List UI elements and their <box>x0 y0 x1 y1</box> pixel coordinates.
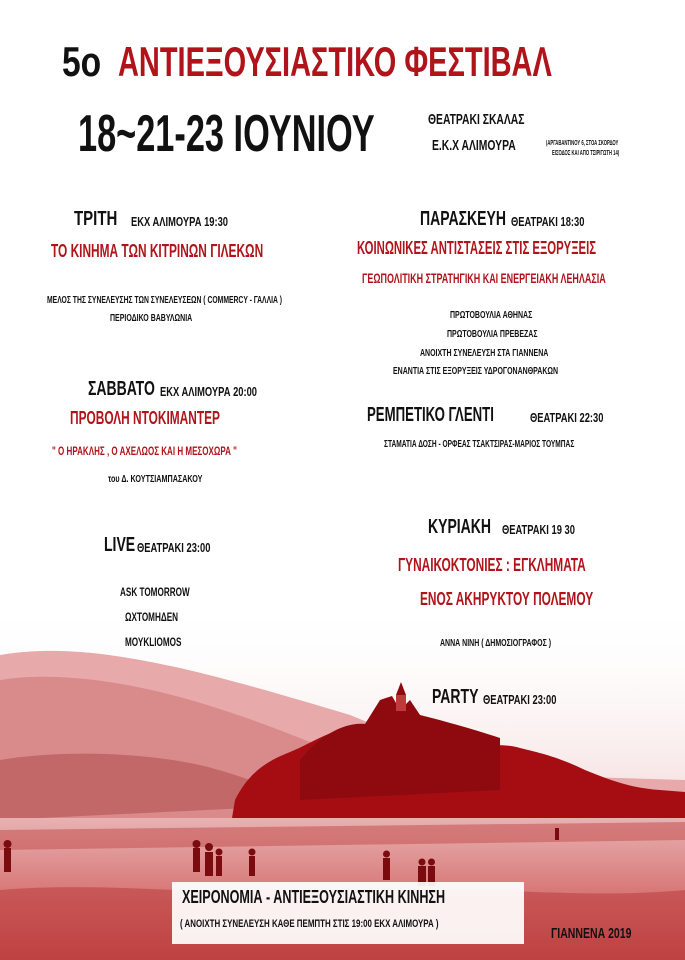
saturday-director: του Δ. ΚΟΥΤΣΙΑΜΠΑΣΑΚΟΥ <box>108 474 203 485</box>
tuesday-detail-2: ΠΕΡΙΟΔΙΚΟ ΒΑΒΥΛΩΝΙΑ <box>110 313 193 324</box>
festival-title: ΑΝΤΙΕΞΟΥΣΙΑΣΤΙΚΟ ΦΕΣΤΙΒΑΛ <box>118 38 552 85</box>
friday-speaker-3: ΑΝΟΙΧΤΗ ΣΥΝΕΛΕΥΣΗ ΣΤΑ ΓΙΑΝΝΕΝΑ <box>420 348 549 359</box>
friday-event: ΚΟΙΝΩΝΙΚΕΣ ΑΝΤΙΣΤΑΣΕΙΣ ΣΤΙΣ ΕΞΟΡΥΞΕΙΣ <box>357 238 597 258</box>
live-heading: LIVE <box>104 534 136 556</box>
venue-address: (ΑΡΓΑΒΑΝΤΙΝΟΥ 6, ΣΤΟΑ ΣΚΟΡΔΟΥ ΕΙΣΟΔΟΣ ΚΑΙ ΑΠΟ ΤΣΙΡΙΓΩΤΗ 14) <box>546 140 620 157</box>
rebetiko-place: ΘΕΑΤΡΑΚΙ 22:30 <box>530 410 604 425</box>
live-place: ΘΕΑΤΡΑΚΙ 23:00 <box>137 540 211 555</box>
rebetiko-heading: ΡΕΜΠΕΤΙΚΟ ΓΛΕΝΤΙ <box>367 404 494 426</box>
sunday-event-line-2: ΕΝΟΣ ΑΚΗΡΥΚΤΟΥ ΠΟΛΕΜΟΥ <box>420 589 594 609</box>
tuesday-detail-1: ΜΕΛΟΣ ΤΗΣ ΣΥΝΕΛΕΥΣΗΣ ΤΩΝ ΣΥΝΕΛΕΥΣΕΩΝ ( COMMERCY - ΓΑΛΛΙΑ ) <box>47 295 283 306</box>
friday-subtitle: ΓΕΩΠΟΛΙΤΙΚΗ ΣΤΡΑΤΗΓΙΚΗ ΚΑΙ ΕΝΕΡΓΕΙΑΚΗ ΛΕΗΛΑΣΙΑ <box>362 270 606 286</box>
saturday-day: ΣΑΒΒΑΤΟ <box>88 378 155 400</box>
friday-place: ΘΕΑΤΡΑΚΙ 18:30 <box>511 214 585 229</box>
friday-day: ΠΑΡΑΣΚΕΥΗ <box>420 208 506 230</box>
sunday-place: ΘΕΑΤΡΑΚΙ 19 30 <box>502 522 575 537</box>
friday-speaker-1: ΠΡΩΤΟΒΟΥΛΙΑ ΑΘΗΝΑΣ <box>450 310 533 321</box>
sunday-day: ΚΥΡΙΑΚΗ <box>428 516 492 538</box>
organizer-name: ΧΕΙΡΟΝΟΜΙΑ - ΑΝΤΙΕΞΟΥΣΙΑΣΤΙΚΗ ΚΙΝΗΣΗ <box>182 887 446 907</box>
saturday-place: ΕΚΧ ΑΛΙΜΟΥΡΑ 20:00 <box>160 384 258 399</box>
sunday-speaker: ΑΝΝΑ ΝΙΝΗ ( ΔΗΜΟΣΙΟΓΡΑΦΟΣ ) <box>440 638 552 649</box>
weekly-assembly-note: ( ΑΝΟΙΧΤΗ ΣΥΝΕΛΕΥΣΗ ΚΑΘΕ ΠΕΜΠΤΗ ΣΤΙΣ 19:00 ΕΚΧ ΑΛΙΜΟΥΡΑ ) <box>180 918 439 930</box>
saturday-event: ΠΡΟΒΟΛΗ ΝΤΟΚΙΜΑΝΤΕΡ <box>70 408 220 428</box>
tuesday-place: ΕΚΧ ΑΛΙΜΟΥΡΑ 19:30 <box>131 214 229 229</box>
tuesday-event: ΤΟ ΚΙΝΗΜΑ ΤΩΝ ΚΙΤΡΙΝΩΝ ΓΙΛΕΚΩΝ <box>51 241 264 261</box>
venue-theatraki: ΘΕΑΤΡΑΚΙ ΣΚΑΛΑΣ <box>428 111 525 128</box>
festival-dates: 18~21-23 ΙΟΥΝΙΟΥ <box>78 105 375 163</box>
live-band-3: ΜΟΥΚLIOMOS <box>125 635 182 649</box>
live-band-2: ΩΧΤΟΜΗΔΕΝ <box>125 610 179 624</box>
venue-alimoura: Ε.Κ.Χ ΑΛΙΜΟΥΡΑ <box>432 137 516 154</box>
tuesday-day: ΤΡΙΤΗ <box>74 208 118 230</box>
sunday-event-line-1: ΓΥΝΑΙΚΟΚΤΟΝΙΕΣ : ΕΓΚΛΗΜΑΤΑ <box>398 555 586 575</box>
festival-edition: 5ο <box>62 38 102 85</box>
live-band-1: ASK TOMORROW <box>120 585 190 599</box>
friday-speaker-4: ΕΝΑΝΤΙΑ ΣΤΙΣ ΕΞΟΡΥΞΕΙΣ ΥΔΡΟΓΟΝΑΝΘΡΑΚΩΝ <box>393 366 559 377</box>
city-year: ΓΙΑΝΝΕΝΑ 2019 <box>551 925 632 942</box>
friday-speaker-2: ΠΡΩΤΟΒΟΥΛΙΑ ΠΡΕΒΕΖΑΣ <box>447 329 538 340</box>
party-heading: PARTY <box>432 686 479 708</box>
saturday-film-title: " Ο ΗΡΑΚΛΗΣ , Ο ΑΧΕΛΩΟΣ ΚΑΙ Η ΜΕΣΟΧΩΡΑ " <box>52 444 237 458</box>
rebetiko-performers: ΣΤΑΜΑΤΙΑ ΔΟΣΗ - ΟΡΦΕΑΣ ΤΣΑΚΤΣΙΡΑΣ-ΜΑΡΙΟΣ ΤΟΥΜΠΑΣ <box>384 439 575 450</box>
tuesday-heading <box>74 208 132 231</box>
party-place: ΘΕΑΤΡΑΚΙ 23:00 <box>483 692 557 707</box>
